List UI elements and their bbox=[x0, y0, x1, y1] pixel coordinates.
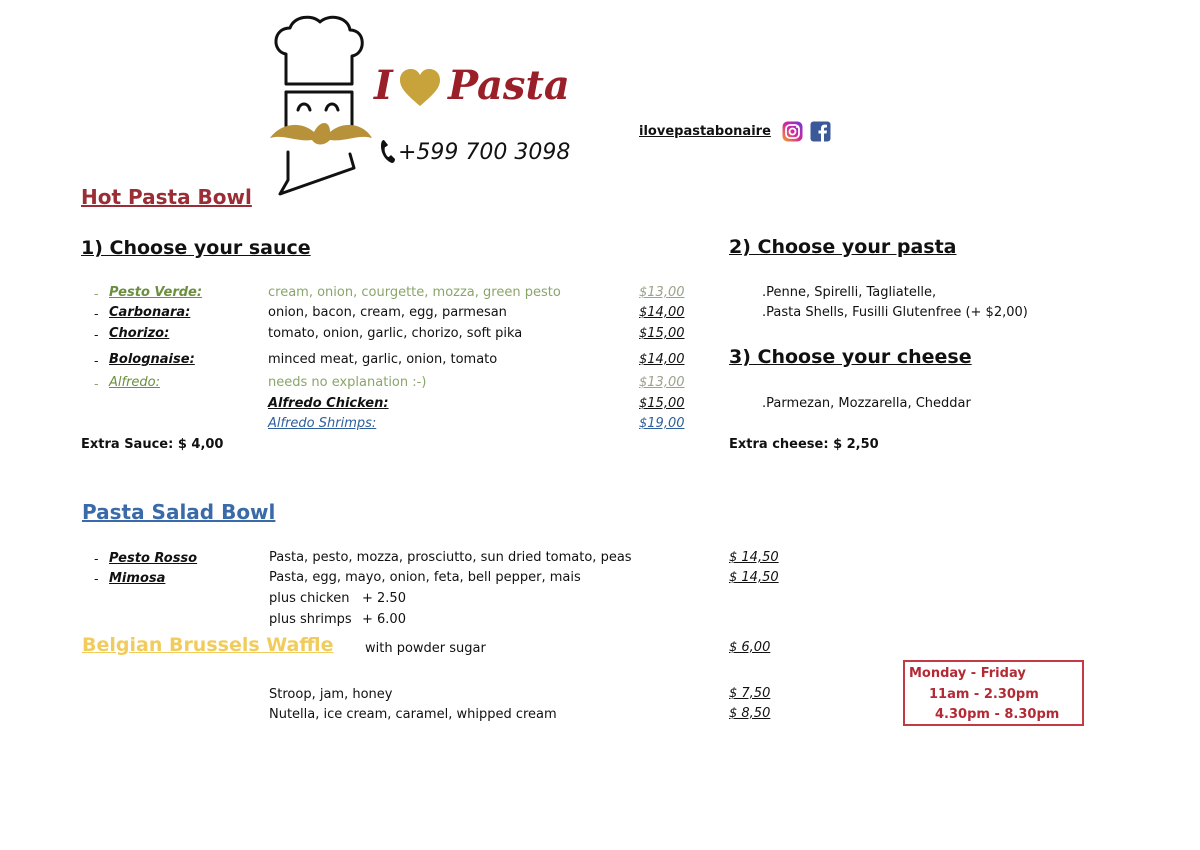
chef-logo bbox=[266, 14, 376, 198]
brand-title-prefix: I bbox=[374, 62, 393, 109]
salad-desc: Pasta, egg, mayo, onion, feta, bell pepper, mais bbox=[269, 570, 581, 585]
sauce-price: $13,00 bbox=[639, 375, 685, 390]
sauce-name: Carbonara: bbox=[109, 305, 191, 320]
salad-price: $ 14,50 bbox=[729, 550, 779, 565]
salad-title: Pasta Salad Bowl bbox=[82, 500, 276, 524]
topping-price: $ 8,50 bbox=[729, 706, 771, 721]
salad-price: $ 14,50 bbox=[729, 570, 779, 585]
sauce-heading: 1) Choose your sauce bbox=[81, 237, 311, 259]
variant-name: Alfredo Shrimps: bbox=[268, 416, 377, 431]
sauce-name: Alfredo: bbox=[109, 375, 161, 390]
topping-desc: Stroop, jam, honey bbox=[269, 687, 393, 702]
hours-days: Monday - Friday bbox=[909, 666, 1026, 681]
sauce-name: Pesto Verde: bbox=[109, 285, 203, 300]
sauce-desc: onion, bacon, cream, egg, parmesan bbox=[268, 305, 507, 320]
variant-name: Alfredo Chicken: bbox=[268, 396, 389, 411]
variant-price: $15,00 bbox=[639, 396, 685, 411]
bullet: - bbox=[94, 376, 99, 391]
pasta-option: .Pasta Shells, Fusilli Glutenfree (+ $2,00) bbox=[762, 305, 1028, 320]
extra-label: plus chicken bbox=[269, 591, 350, 606]
bullet: - bbox=[94, 353, 99, 368]
cheese-options: .Parmezan, Mozzarella, Cheddar bbox=[762, 396, 971, 411]
sauce-desc: tomato, onion, garlic, chorizo, soft pika bbox=[268, 326, 523, 341]
sauce-price: $13,00 bbox=[639, 285, 685, 300]
opening-hours bbox=[903, 660, 1084, 726]
sauce-price: $14,00 bbox=[639, 352, 685, 367]
extra-cheese: Extra cheese: $ 2,50 bbox=[729, 437, 879, 452]
salad-name: Mimosa bbox=[109, 571, 166, 586]
bullet: - bbox=[94, 327, 99, 342]
cheese-heading: 3) Choose your cheese bbox=[729, 346, 972, 368]
brand-title: Pasta bbox=[448, 62, 570, 109]
waffle-base-desc: with powder sugar bbox=[365, 641, 486, 656]
waffle-base-price: $ 6,00 bbox=[729, 640, 771, 655]
hours-slot-1: 11am - 2.30pm bbox=[929, 687, 1039, 702]
bullet: - bbox=[94, 551, 99, 566]
waffle-title: Belgian Brussels Waffle bbox=[82, 634, 334, 656]
social-handle[interactable]: ilovepastabonaire bbox=[639, 124, 771, 139]
pasta-heading: 2) Choose your pasta bbox=[729, 236, 957, 258]
sauce-desc: cream, onion, courgette, mozza, green pesto bbox=[268, 285, 561, 300]
bullet: - bbox=[94, 286, 99, 301]
heart-icon bbox=[398, 68, 442, 108]
salad-name: Pesto Rosso bbox=[109, 551, 198, 566]
phone-icon bbox=[380, 138, 396, 164]
facebook-icon[interactable] bbox=[810, 121, 831, 142]
extra-label: plus shrimps bbox=[269, 612, 352, 627]
extra-price: + 2.50 bbox=[362, 591, 406, 606]
pasta-option: .Penne, Spirelli, Tagliatelle, bbox=[762, 285, 937, 300]
instagram-icon[interactable] bbox=[782, 121, 803, 142]
hot-pasta-title: Hot Pasta Bowl bbox=[81, 185, 252, 209]
sauce-price: $15,00 bbox=[639, 326, 685, 341]
salad-desc: Pasta, pesto, mozza, prosciutto, sun dried tomato, peas bbox=[269, 550, 632, 565]
hours-slot-2: 4.30pm - 8.30pm bbox=[935, 707, 1060, 722]
phone-number[interactable]: +599 700 3098 bbox=[398, 140, 571, 165]
sauce-desc: minced meat, garlic, onion, tomato bbox=[268, 352, 498, 367]
variant-price: $19,00 bbox=[639, 416, 685, 431]
sauce-name: Chorizo: bbox=[109, 326, 170, 341]
topping-desc: Nutella, ice cream, caramel, whipped cream bbox=[269, 707, 557, 722]
topping-price: $ 7,50 bbox=[729, 686, 771, 701]
bullet: - bbox=[94, 306, 99, 321]
sauce-name: Bolognaise: bbox=[109, 352, 195, 367]
sauce-desc: needs no explanation :-) bbox=[268, 375, 427, 390]
extra-sauce: Extra Sauce: $ 4,00 bbox=[81, 437, 224, 452]
extra-price: + 6.00 bbox=[362, 612, 406, 627]
bullet: - bbox=[94, 571, 99, 586]
sauce-price: $14,00 bbox=[639, 305, 685, 320]
